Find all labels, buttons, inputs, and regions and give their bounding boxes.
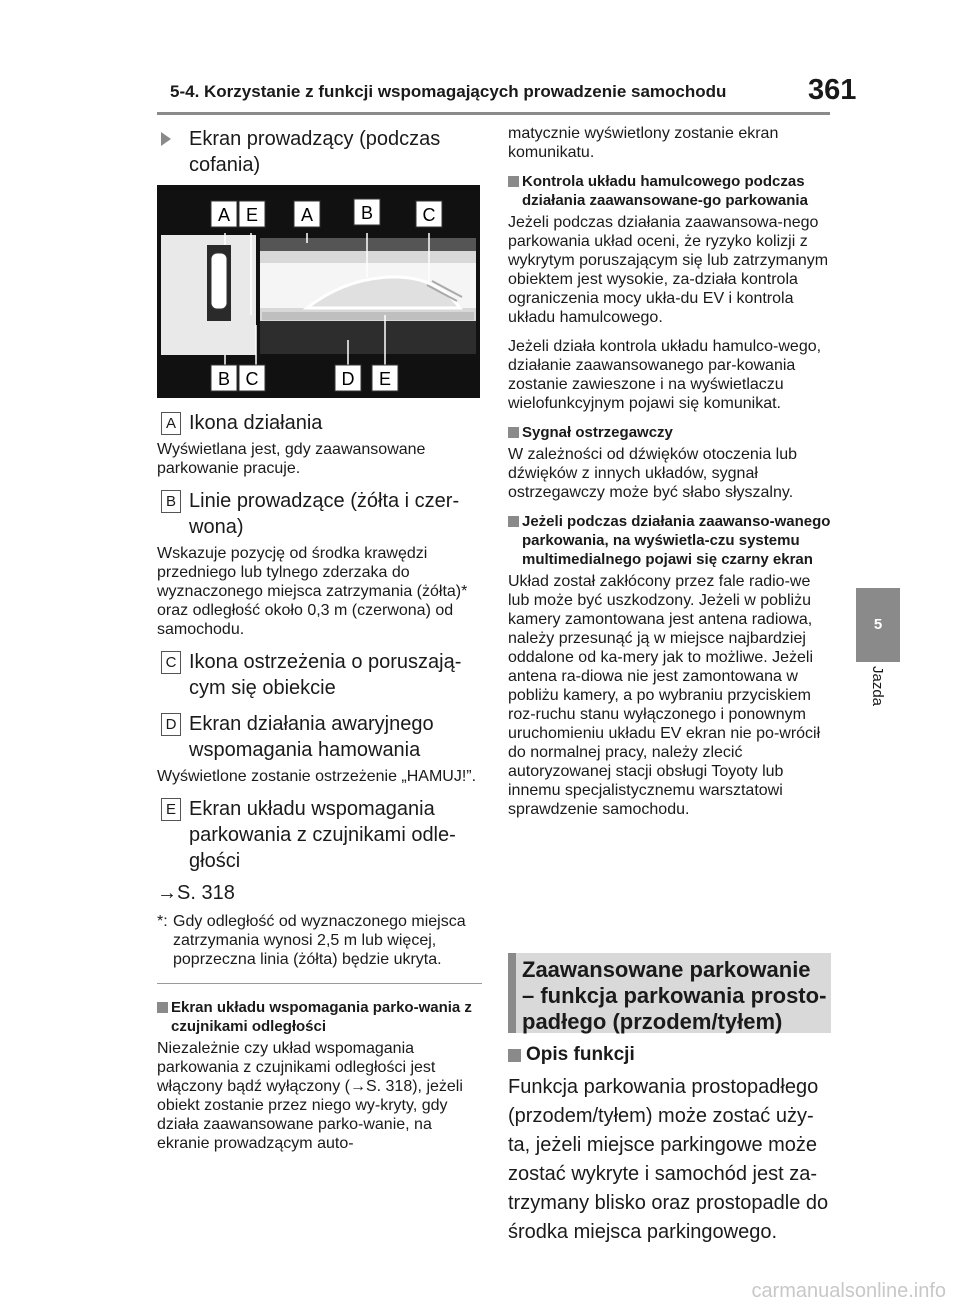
heading-box-title: Zaawansowane parkowanie – funkcja parkowania prosto-padłego (przodem/tyłem) [522,957,827,1034]
section-heading: Sygnał ostrzegawczy [508,423,833,442]
footnote: *: Gdy odległość od wyznaczonego miejsca zatrzymania wynosi 2,5 m lub więcej, poprzeczna linia (żółta) będzie ukryta. [157,913,466,968]
diagram-letter: A [217,205,231,225]
section-heading: Jeżeli podczas działania zaawanso-wanego parkowania, na wyświetla-czu systemu multimedialnego pojawi się czarny ekran [508,512,833,569]
right-column [508,124,833,819]
section-opis [508,1043,833,1247]
diagram-letter: E [378,369,392,389]
diagram-letter: B [360,203,374,223]
section-text: Jeżeli podczas działania zaawansowa-nego parkowania układ oceni, że ryzyko kolizji z wykrytym poruszającym się lub zatrzymanym obiektem jest wysokie, za-działa kontrola ograniczenia mocy ukła-du EV i kontrola układu hamulcowego. [508,214,829,326]
triangle-bullet-icon [161,132,171,146]
diagram-letter: C [245,369,259,389]
item-d: D Ekran działania awaryjnego wspomagania hamowania [157,711,482,763]
page-reference[interactable]: →S. 318 [157,882,235,904]
section-heading: Opis funkcji [508,1043,833,1067]
square-bullet-icon [508,427,519,438]
item-a-desc: Wyświetlana jest, gdy zaawansowane parkowanie pracuje. [157,441,426,477]
diagram-letter: E [245,205,259,225]
item-c: C Ikona ostrzeżenia o poruszają-cym się obiekcie [157,649,482,701]
section-ekran-ukladu [157,983,482,1153]
heading-box-accent [508,953,516,1033]
section-heading: Ekran układu wspomagania parko-wania z czujnikami odległości [157,998,482,1036]
item-d-desc: Wyświetlone zostanie ostrzeżenie „HAMUJ!”. [157,768,477,785]
section-text: Układ został zakłócony przez fale radio-we lub może być uszkodzony. Jeżeli w pobliżu kamery zamontowana jest antena radiowa, należy przesunąć ją w miejsce najbardziej oddalone od ka-mery jak to możliwe. Jeżeli antena ra-diowa nie jest zamontowana w pobliżu kamery, a po wybraniu przyciskiem roz-ruchu stanu wyłączonego i ponownym uruchomieniu układu EV ekran nie po-wrócił do normalnej pracy, należy zlecić autoryzowanej stacji obsługi Toyoty lub innemu specjalistycznemu warsztatowi sprawdzenie samochodu. [508,573,821,818]
item-a: A Ikona działania [157,410,482,436]
item-b: B Linie prowadzące (żółta i czer-wona) [157,488,482,540]
chapter-tab: 5 [856,588,900,662]
section-text: Jeżeli działa kontrola układu hamulco-wego, działanie zaawansowanego par-kowania zostanie zawieszone i na wyświetlaczu wielofunkcyjnym pojawi się komunikat. [508,338,822,412]
section-text: Funkcja parkowania prostopadłego (przodem/tyłem) może zostać uży-ta, jeżeli miejsce parkingowe może zostać wykryte i samochód jest za-trzymany blisko oraz prostopadle do środka miejsca parkingowego. [508,1076,829,1243]
item-b-desc: Wskazuje pozycję od środka krawędzi przedniego lub tylnego zderzaka do wyznaczonego miejsca zatrzymania (żółta)* oraz odległość około 0,3 m (czerwona) od samochodu. [157,545,468,638]
camera-screen-diagram [157,185,480,398]
square-bullet-icon [508,176,519,187]
section-title: 5-4. Korzystanie z funkcji wspomagających prowadzenie samochodu [170,82,727,101]
section-text: Niezależnie czy układ wspomagania parkowania z czujnikami odległości jest włączony bądź wyłączony (→S. 318), jeżeli obiekt zostanie przez niego wy-kryty, gdy działa zaawansowane parko-wanie, na ekranie prowadzącym auto- [157,1040,463,1152]
square-bullet-icon [157,1002,168,1013]
item-list [157,410,482,1153]
chapter-label: Jazda [869,666,886,707]
continued-text: matycznie wyświetlony zostanie ekran komunikatu. [508,125,779,161]
page-number: 361 [808,74,857,106]
section-heading: Kontrola układu hamulcowego podczas działania zaawansowane-go parkowania [508,172,833,210]
watermark: carmanualsonline.info [751,1280,946,1302]
diagram-letter: B [217,369,231,389]
left-column [157,120,482,178]
diagram-letter: C [422,205,436,225]
section-text: W zależności od dźwięków otoczenia lub dźwięków z innych układów, sygnał ostrzegawczy może być słabo słyszalny. [508,446,798,501]
screen-title: Ekran prowadzący (podczas cofania) [157,126,482,178]
header-rule [157,112,830,115]
item-e: E Ekran układu wspomagania parkowania z czujnikami odle-głości [157,796,482,874]
diagram-letter: A [300,205,314,225]
diagram-letter: D [341,369,355,389]
square-bullet-icon [508,516,519,527]
square-bullet-icon [508,1049,521,1062]
